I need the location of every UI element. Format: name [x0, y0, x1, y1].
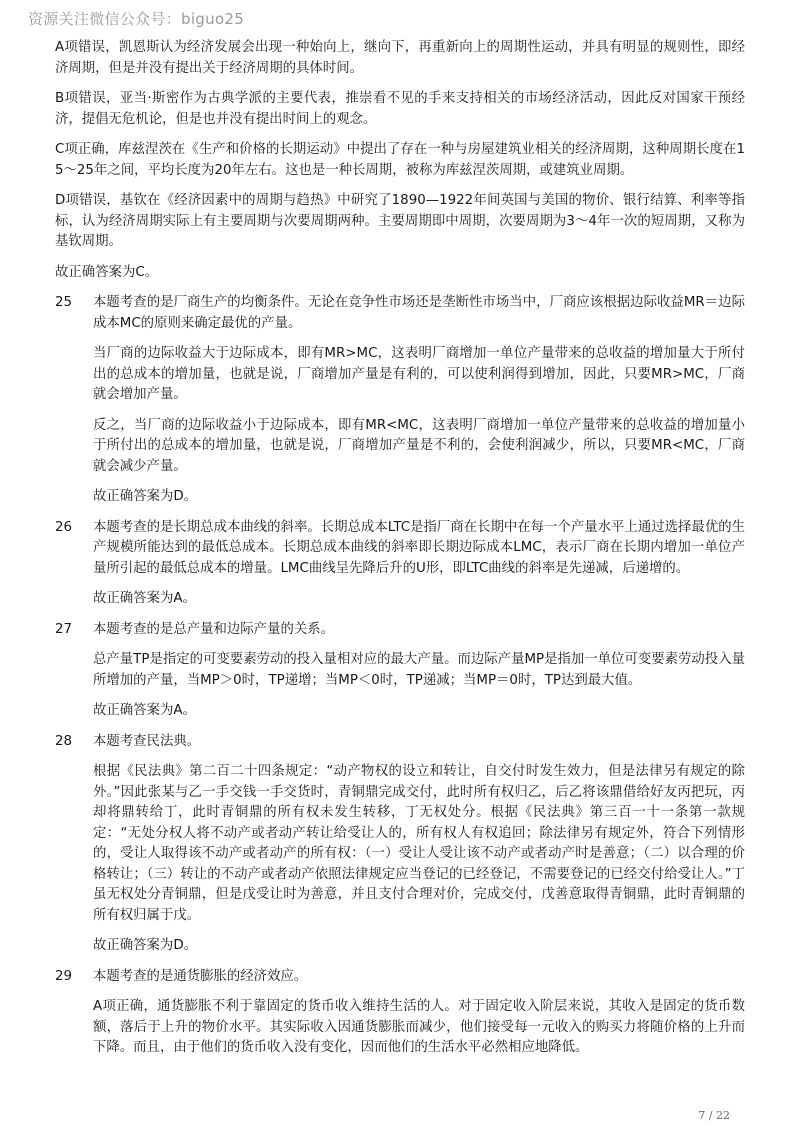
question-paragraph: 总产量TP是指定的可变要素劳动的投入量相对应的最大产量。而边际产量MP是指加一单位可变要素劳动投入量所增加的产量，当MP＞0时，TP递增；当MP＜0时，TP递减；当MP＝0时，TP达到最大值。	[93, 652, 745, 688]
intro-option-c: C项正确，库兹涅茨在《生产和价格的长期运动》中提出了存在一种与房屋建筑业相关的经济周期，这种周期长度在15～25年之间，平均长度为20年左右。这也是一种长周期，被称为库兹涅茨周期，或建筑业周期。	[55, 142, 745, 178]
question-25	[55, 293, 745, 508]
intro-answer: 故正确答案为C。	[55, 264, 159, 280]
question-paragraph: 反之，当厂商的边际收益小于边际成本，即有MR<MC，这表明厂商增加一单位产量带来的总收益的增加量小于所付出的总成本的增加量，也就是说，厂商增加产量是不利的，会使利润减少，所以，只要MR<MC，厂商就会减少产量。	[93, 417, 745, 474]
page-number: 7 / 22	[698, 1109, 730, 1122]
question-body	[93, 732, 745, 957]
watermark: 资源关注微信公众号：biguo25	[28, 10, 245, 28]
intro-option-d: D项错误，基钦在《经济因素中的周期与趋热》中研究了1890—1922年间英国与美国的物价、银行结算、利率等指标，认为经济周期实际上有主要周期与次要周期两种。主要周期即中周期，次要周期为3～4年一次的短周期，又称为基钦周期。	[55, 193, 745, 249]
question-body	[93, 518, 745, 610]
question-paragraph: 当厂商的边际收益大于边际成本，即有MR>MC，这表明厂商增加一单位产量带来的总收益的增加量大于所付出的总成本的增加量，也就是说，厂商增加产量是有利的，可以使利润得到增加，因此，只要MR>MC，厂商就会增加产量。	[93, 346, 745, 402]
question-answer: 故正确答案为A。	[93, 703, 196, 718]
intro-option-b: B项错误，亚当·斯密作为古典学派的主要代表，推崇看不见的手来支持相关的市场经济活动，因此反对国家干预经济，提倡无危机论，但是也并没有提出时间上的观念。	[55, 91, 745, 127]
question-paragraph: 本题考查民法典。	[93, 733, 201, 749]
document-body	[55, 38, 745, 1069]
question-body	[93, 293, 745, 508]
question-number: 29	[55, 968, 73, 984]
intro-option-a: A项错误，凯恩斯认为经济发展会出现一种始向上，继向下，再重新向上的周期性运动，并具有明显的规则性，即经济周期，但是并没有提出关于经济周期的具体时间。	[55, 40, 745, 76]
question-26	[55, 518, 745, 610]
question-paragraph: 本题考查的是厂商生产的均衡条件。无论在竞争性市场还是垄断性市场当中，厂商应该根据边际收益MR＝边际成本MC的原则来确定最优的产量。	[93, 295, 745, 331]
question-number: 25	[55, 295, 73, 310]
question-body	[93, 620, 745, 722]
question-answer: 故正确答案为D。	[93, 938, 198, 953]
question-paragraph: A项正确，通货膨胀不利于靠固定的货币收入维持生活的人。对于固定收入阶层来说，其收入是固定的货币数额，落后于上升的物价水平。其实际收入因通货膨胀而减少，他们接受每一元收入的购买力将随价格的上升而下降。而且，由于他们的货币收入没有变化，因而他们的生活水平必然相应地降低。	[93, 999, 745, 1055]
question-paragraph: 本题考查的是长期总成本曲线的斜率。长期总成本LTC是指厂商在长期中在每一个产量水平上通过选择最优的生产规模所能达到的最低总成本。长期总成本曲线的斜率即长期边际成本LMC，表示厂商在长期内增加一单位产量所引起的最低总成本的增量。LMC曲线呈先降后升的U形，即LTC曲线的斜率是先递减，后递增的。	[93, 519, 745, 576]
question-number: 28	[55, 733, 73, 749]
question-27	[55, 620, 745, 722]
question-number: 27	[55, 621, 73, 637]
question-29	[55, 967, 745, 1059]
question-paragraph: 根据《民法典》第二百二十四条规定：“动产物权的设立和转让，自交付时发生效力，但是法律另有规定的除外。”因此张某与乙一手交钱一手交货时，青铜鼎完成交付，此时所有权归乙，后乙将该鼎借给好友丙把玩，丙却将鼎转给丁，此时青铜鼎的所有权未发生转移，丁无权处分。根据《民法典》第三百一十一条第一款规定：“无处分权人将不动产或者动产转让给受让人的，所有权人有权追回；除法律另有规定外，符合下列情形的，受让人取得该不动产或者动产的所有权：（一）受让人受让该不动产或者动产时是善意；（二）以合理的价格转让；（三）转让的不动产或者动产依照法律规定应当登记的已经登记，不需要登记的已经交付给受让人。”丁虽无权处分青铜鼎，但是戊受让时为善意，并且支付合理对价，完成交付，戊善意取得青铜鼎，此时青铜鼎的所有权归属于戊。	[93, 764, 745, 923]
question-number: 26	[55, 519, 73, 535]
question-answer: 故正确答案为A。	[93, 591, 196, 606]
question-answer: 故正确答案为D。	[93, 489, 198, 504]
question-paragraph: 本题考查的是总产量和边际产量的关系。	[93, 621, 335, 637]
question-body	[93, 967, 745, 1059]
question-paragraph: 本题考查的是通货膨胀的经济效应。	[93, 968, 308, 984]
question-28	[55, 732, 745, 957]
